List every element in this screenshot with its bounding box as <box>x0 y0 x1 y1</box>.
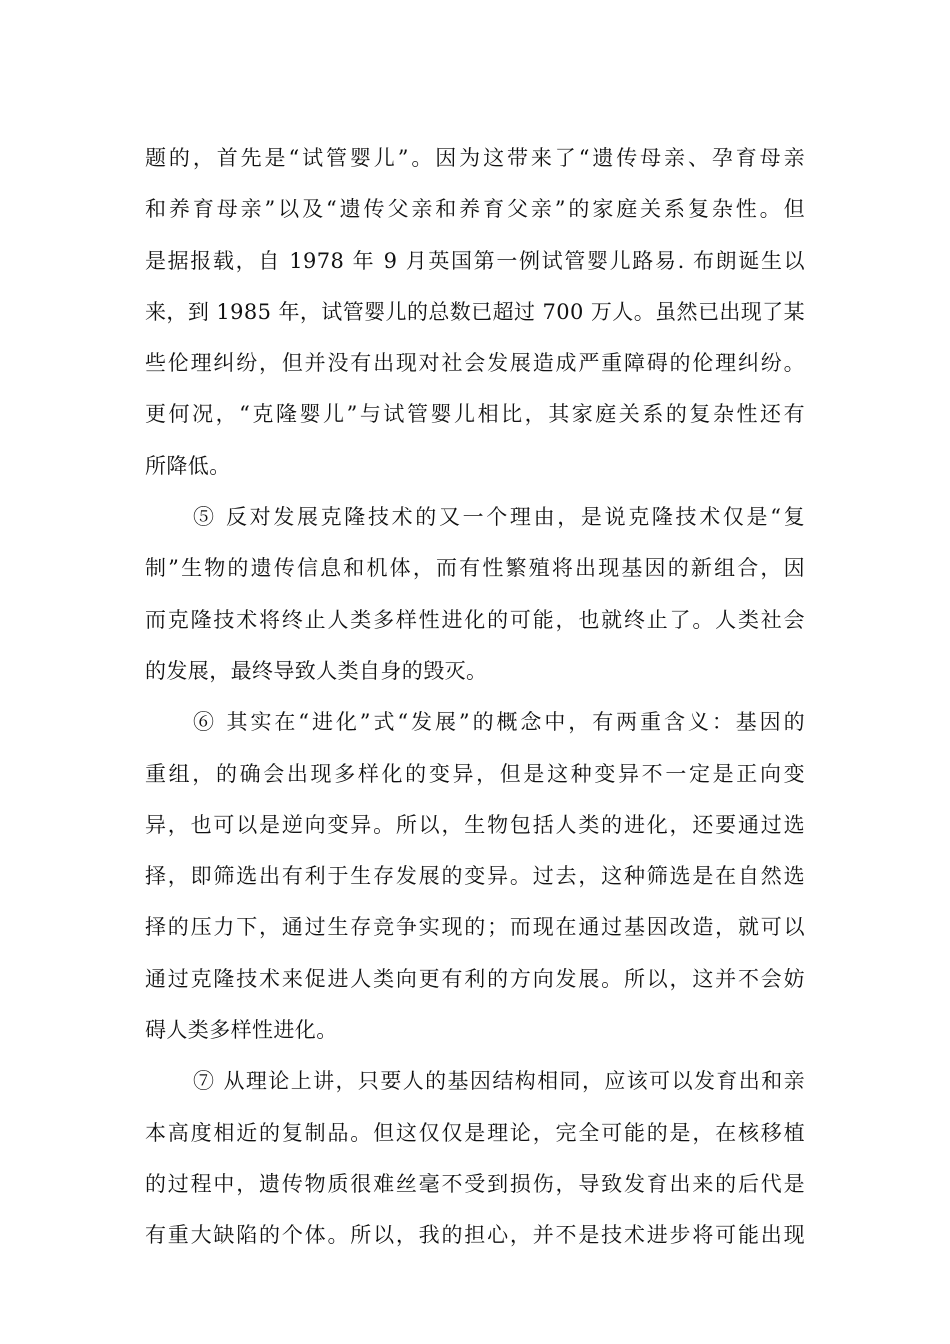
paragraph-6 <box>145 697 810 1056</box>
text-line: 的发展，最终导致人类自身的毁灭。 <box>145 658 488 683</box>
paragraph-5 <box>145 492 810 697</box>
text-line: 择，即筛选出有利于生存发展的变异。过去，这种筛选是在自然选 <box>145 864 805 889</box>
paragraph-continued <box>145 133 810 492</box>
text-line: 所降低。 <box>145 453 231 478</box>
text-line: 些伦理纠纷，但并没有出现对社会发展造成严重障碍的伦理纠纷。 <box>145 351 805 376</box>
text-line: 更何况，“克隆婴儿”与试管婴儿相比，其家庭关系的复杂性还有 <box>145 402 805 427</box>
text-line: 是据报载，自 1978 年 9 月英国第一例试管婴儿路易. 布朗诞生以 <box>145 248 805 273</box>
text-line: 本高度相近的复制品。但这仅仅是理论，完全可能的是，在核移植 <box>145 1120 805 1145</box>
text-line: 题的，首先是“试管婴儿”。因为这带来了“遗传母亲、孕育母亲 <box>145 146 805 170</box>
document-body <box>145 133 810 1262</box>
text-line: 通过克隆技术来促进人类向更有利的方向发展。所以，这并不会妨 <box>145 966 805 991</box>
text-line: 有重大缺陷的个体。所以，我的担心，并不是技术进步将可能出现 <box>145 1223 805 1248</box>
text-line: 来，到 1985 年，试管婴儿的总数已超过 700 万人。虽然已出现了某 <box>145 299 805 324</box>
text-line: ⑦ 从理论上讲，只要人的基因结构相同，应该可以发育出和亲 <box>193 1069 805 1094</box>
text-line: 择的压力下，通过生存竞争实现的；而现在通过基因改造，就可以 <box>145 915 805 940</box>
text-line: 的过程中，遗传物质很难丝毫不受到损伤，导致发育出来的后代是 <box>145 1171 805 1196</box>
text-line: 和养育母亲”以及“遗传父亲和养育父亲”的家庭关系复杂性。但 <box>145 197 805 222</box>
paragraph-7 <box>145 1056 810 1261</box>
text-line: 而克隆技术将终止人类多样性进化的可能，也就终止了。人类社会 <box>145 607 805 632</box>
text-line: 制”生物的遗传信息和机体，而有性繁殖将出现基因的新组合，因 <box>145 556 805 581</box>
text-line: ⑥ 其实在“进化”式“发展”的概念中，有两重含义：基因的 <box>193 710 805 735</box>
text-line: 重组，的确会出现多样化的变异，但是这种变异不一定是正向变 <box>145 761 805 786</box>
text-line: 异，也可以是逆向变异。所以，生物包括人类的进化，还要通过选 <box>145 812 805 837</box>
text-line: ⑤ 反对发展克隆技术的又一个理由，是说克隆技术仅是“复 <box>193 505 805 530</box>
text-line: 碍人类多样性进化。 <box>145 1018 338 1043</box>
